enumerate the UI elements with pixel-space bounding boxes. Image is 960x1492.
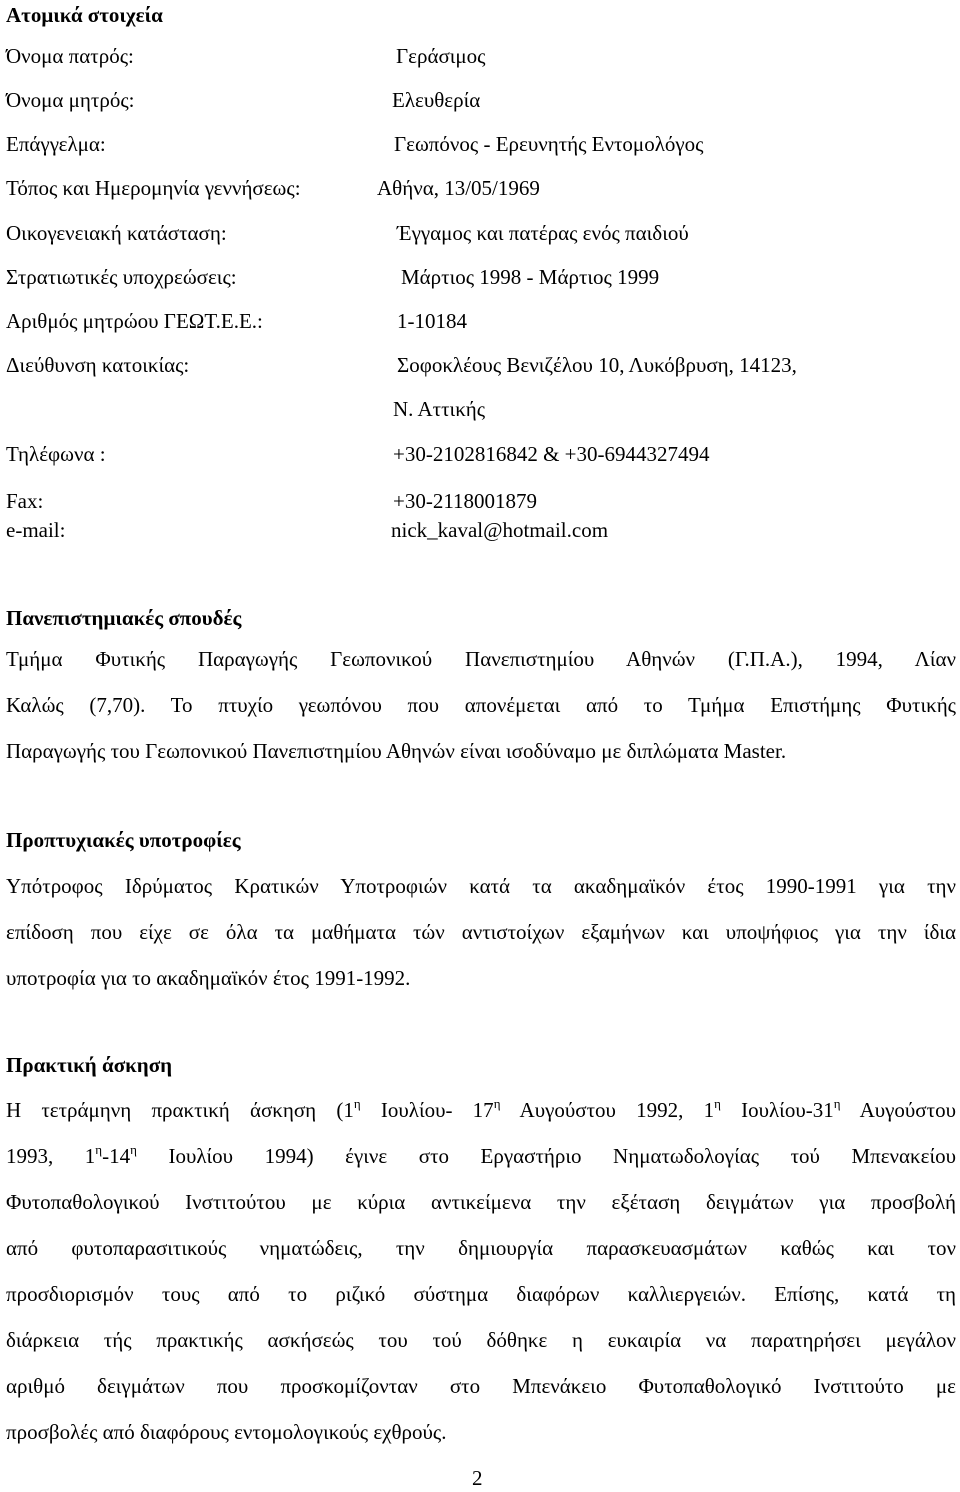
scholarships-line: υποτροφία για το ακαδημαϊκόν έτος 1991-1992.: [6, 966, 411, 990]
page-number: 2: [472, 1466, 483, 1490]
practice-heading: Πρακτική άσκηση: [6, 1053, 173, 1077]
studies-line: Τμήμα Φυτικής Παραγωγής Γεωπονικού Πανεπιστημίου Αθηνών (Γ.Π.Α.), 1994, Λίαν: [6, 647, 956, 671]
studies-line: Καλώς (7,70). Το πτυχίο γεωπόνου που απονέμεται από το Τμήμα Επιστήμης Φυτικής: [6, 693, 956, 717]
practice-line: Φυτοπαθολογικού Ινστιτούτου με κύρια αντικείμενα την εξέταση δειγμάτων για προσβολή: [6, 1190, 956, 1214]
practice-line: προσδιορισμόν τους από το ριζικό σύστημα διαφόρων καλλιεργειών. Επίσης, κατά τη: [6, 1282, 956, 1306]
address-value-line2: Ν. Αττικής: [393, 397, 486, 421]
studies-heading: Πανεπιστημιακές σπουδές: [6, 606, 242, 630]
studies-paragraph: [6, 643, 956, 781]
practice-line: από φυτοπαρασιτικούς νηματώδεις, την δημιουργία παρασκευασμάτων καθώς και τον: [6, 1236, 956, 1260]
father-name-value: Γεράσιμος: [396, 44, 486, 68]
registry-number-value: 1-10184: [397, 309, 467, 333]
marital-status-label: Οικογενειακή κατάσταση:: [6, 221, 227, 245]
marital-status-value: Έγγαμος και πατέρας ενός παιδιού: [397, 221, 689, 245]
profession-value: Γεωπόνος - Ερευνητής Εντομολόγος: [394, 132, 704, 156]
scholarships-heading: Προπτυχιακές υποτροφίες: [6, 828, 241, 852]
practice-line: αριθμό δειγμάτων που προσκομίζονταν στο Μπενάκειο Φυτοπαθολογικό Ινστιτούτο με: [6, 1374, 956, 1398]
fax-value: +30-2118001879: [393, 489, 538, 513]
fax-label: Fax:: [6, 489, 44, 513]
mother-name-value: Ελευθερία: [392, 88, 481, 112]
mother-name-label: Όνομα μητρός:: [6, 88, 135, 112]
scholarships-line: Υπότροφος Ιδρύματος Κρατικών Υποτροφιών κατά τα ακαδημαϊκόν έτος 1990-1991 για την: [6, 874, 956, 898]
practice-line: 1993, $1^\eta-14^\eta$ Ιουλίου 1994) έγινε στο Εργαστήριο Νηματωδολογίας τού Μπενακείου: [6, 1142, 957, 1168]
email-value: nick_kaval@hotmail.com: [391, 518, 609, 542]
practice-paragraph: [6, 1094, 956, 1462]
personal-heading: Ατομικά στοιχεία: [6, 3, 163, 27]
practice-line: διάρκεια τής πρακτικής ασκήσεώς του τού δόθηκε η ευκαιρία να παρατηρήσει μεγάλον: [6, 1328, 956, 1352]
phones-label: Τηλέφωνα :: [6, 442, 106, 466]
scholarships-line: επίδοση που είχε σε όλα τα μαθήματα τών αντιστοίχων εξαμήνων και υποψήφιος για την ίδια: [6, 920, 956, 944]
military-service-value: Μάρτιος 1998 - Μάρτιος 1999: [401, 265, 660, 289]
military-service-label: Στρατιωτικές υποχρεώσεις:: [6, 265, 237, 289]
father-name-label: Όνομα πατρός:: [6, 44, 134, 68]
practice-line: προσβολές από διαφόρους εντομολογικούς εχθρούς.: [6, 1420, 447, 1444]
birth-place-date-value: Αθήνα, 13/05/1969: [377, 176, 540, 200]
email-label: e-mail:: [6, 518, 66, 542]
phones-value: +30-2102816842 & +30-6944327494: [393, 442, 710, 466]
studies-line: Παραγωγής του Γεωπονικού Πανεπιστημίου Αθηνών είναι ισοδύναμο με διπλώματα Master.: [6, 739, 787, 763]
address-label: Διεύθυνση κατοικίας:: [6, 353, 190, 377]
profession-label: Επάγγελμα:: [6, 132, 106, 156]
birth-place-date-label: Τόπος και Ημερομηνία γεννήσεως:: [6, 176, 301, 200]
registry-number-label: Αριθμός μητρώου ΓΕΩΤ.Ε.Ε.:: [6, 309, 263, 333]
scholarships-paragraph: [6, 870, 956, 1008]
address-value: Σοφοκλέους Βενιζέλου 10, Λυκόβρυση, 14123,: [397, 353, 797, 377]
practice-line: Η τετράμηνη πρακτική άσκηση ($1^\eta$ Ιουλίου- $17^\eta$ Αυγούστου 1992, $1^\eta$ Ιουλίου-$31^\eta$ Αυγούστου: [6, 1096, 956, 1122]
